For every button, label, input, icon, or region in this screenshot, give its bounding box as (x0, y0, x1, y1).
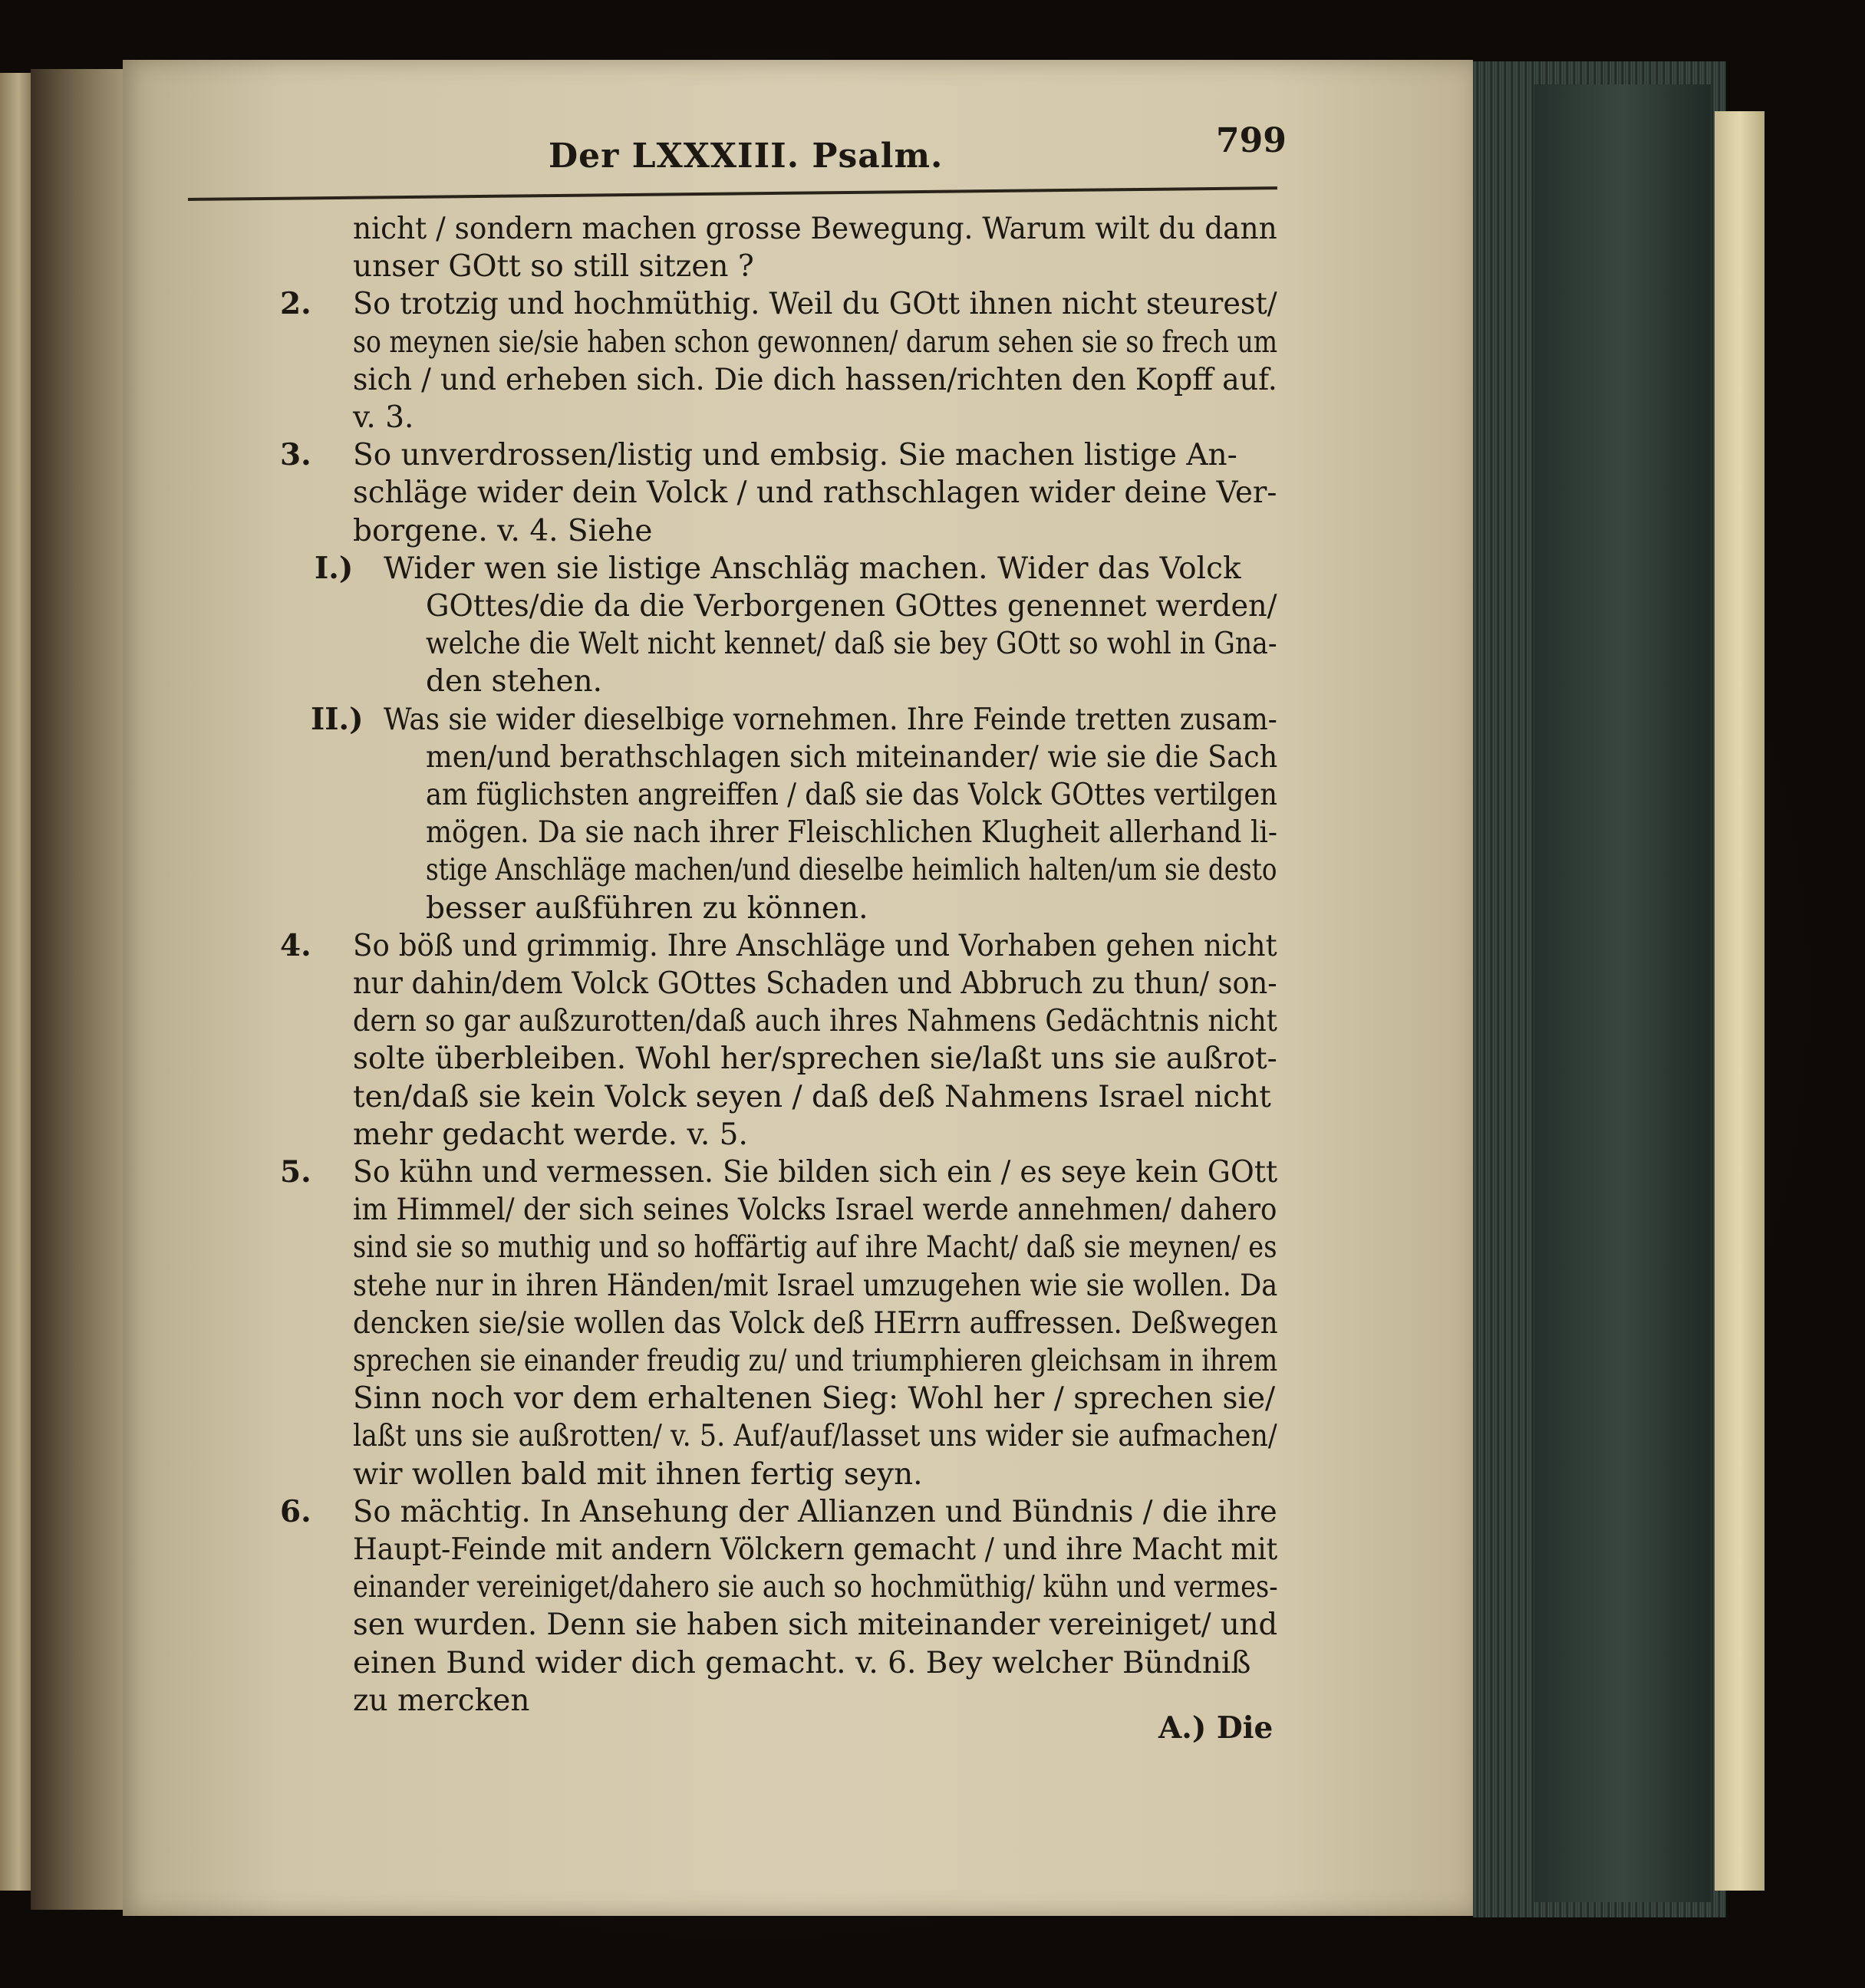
body-line: stehe nur in ihren Händen/mit Israel umzugehen wie sie wollen. Da (353, 1268, 1278, 1303)
body-line: nicht / sondern machen grosse Bewegung. Warum wilt du dann (353, 212, 1277, 246)
body-line: Sinn noch vor dem erhaltenen Sieg: Wohl her / sprechen sie/ (353, 1381, 1276, 1417)
line-marker: II.) (311, 701, 364, 737)
line-marker: I.) (315, 550, 354, 586)
body-line: nur dahin/dem Volck GOttes Schaden und Abbruch zu thun/ son- (353, 966, 1277, 1001)
body-line: So böß und grimmig. Ihre Anschläge und Vorhaben gehen nicht (353, 928, 1277, 963)
line-marker: 6. (280, 1493, 311, 1529)
body-line: welche die Welt nicht kennet/ daß sie bey GOtt so wohl in Gna- (426, 627, 1277, 662)
body-line: dencken sie/sie wollen das Volck deß HErrn auffressen. Deßwegen (353, 1305, 1278, 1341)
body-line: wir wollen bald mit ihnen fertig seyn. (353, 1456, 923, 1492)
body-line: sen wurden. Denn sie haben sich miteinander vereiniget/ und (353, 1608, 1278, 1643)
book-cover-edge (1715, 111, 1765, 1891)
body-line: Haupt-Feinde mit andern Völckern gemacht / und ihre Macht mit (353, 1532, 1278, 1567)
line-marker: 2. (280, 286, 311, 322)
body-line: men/und berathschlagen sich miteinander/ wie sie die Sach (426, 739, 1278, 775)
body-line: am füglichsten angreiffen / daß sie das Volck GOttes vertilgen (426, 778, 1277, 812)
body-line: besser außführen zu können. (426, 890, 868, 926)
body-line: ten/daß sie kein Volck seyen / daß deß Nahmens Israel nicht (353, 1079, 1271, 1114)
body-line: sprechen sie einander freudig zu/ und triumphieren gleichsam in ihrem (353, 1344, 1278, 1378)
left-page-edge (0, 73, 31, 1891)
body-line: GOttes/die da die Verborgenen GOttes genennet werden/ (426, 589, 1277, 624)
body-line: zu mercken (353, 1683, 530, 1718)
body-line: einander vereiniget/dahero sie auch so hochmüthig/ kühn und vermes- (353, 1570, 1278, 1605)
body-line: So unverdrossen/listig und embsig. Sie machen listige An- (353, 438, 1237, 473)
body-line: den stehen. (426, 664, 603, 699)
page-number: 799 (1216, 121, 1287, 160)
body-line: unser GOtt so still sitzen ? (353, 249, 754, 285)
body-line: schläge wider dein Volck / und rathschlagen wider deine Ver- (353, 476, 1277, 511)
line-marker: 4. (280, 927, 311, 963)
body-line: sich / und erheben sich. Die dich hassen/richten den Kopff auf. (353, 362, 1277, 397)
page-fore-edge-shadow (1534, 84, 1711, 1902)
body-line: borgene. v. 4. Siehe (353, 513, 653, 548)
body-line: dern so gar außzurotten/daß auch ihres Nahmens Gedächtnis nicht (353, 1004, 1277, 1039)
catchword: A.) Die (1158, 1710, 1274, 1746)
body-line: mehr gedacht werde. v. 5. (353, 1117, 748, 1152)
body-line: sind sie so muthig und so hoffärtig auf ihre Macht/ daß sie meynen/ es (353, 1230, 1277, 1266)
line-marker: 3. (280, 437, 311, 473)
body-line: Wider wen sie listige Anschläg machen. Wider das Volck (384, 551, 1241, 586)
body-line: So trotzig und hochmüthig. Weil du GOtt ihnen nicht steurest/ (353, 287, 1277, 322)
body-line: im Himmel/ der sich seines Volcks Israel werde annehmen/ dahero (353, 1193, 1277, 1228)
body-line: Was sie wider dieselbige vornehmen. Ihre Feinde tretten zusam- (384, 702, 1277, 737)
body-line: stige Anschläge machen/und dieselbe heimlich halten/um sie desto (426, 853, 1277, 888)
body-line: So mächtig. In Ansehung der Allianzen und Bündnis / die ihre (353, 1494, 1277, 1529)
running-title: Der LXXXIII. Psalm. (549, 137, 944, 176)
book-gutter (31, 69, 130, 1910)
body-line: So kühn und vermessen. Sie bilden sich ein / es seye kein GOtt (353, 1155, 1278, 1190)
line-marker: 5. (280, 1154, 311, 1190)
body-line: einen Bund wider dich gemacht. v. 6. Bey welcher Bündniß (353, 1645, 1251, 1680)
body-line: so meynen sie/sie haben schon gewonnen/ darum sehen sie so frech um (353, 324, 1278, 360)
body-line: v. 3. (353, 400, 414, 435)
body-line: mögen. Da sie nach ihrer Fleischlichen Klugheit allerhand li- (426, 815, 1278, 851)
body-line: laßt uns sie außrotten/ v. 5. Auf/auf/lasset uns wider sie aufmachen/ (353, 1419, 1277, 1454)
body-line: solte überbleiben. Wohl her/sprechen sie/laßt uns sie außrot- (353, 1042, 1277, 1077)
